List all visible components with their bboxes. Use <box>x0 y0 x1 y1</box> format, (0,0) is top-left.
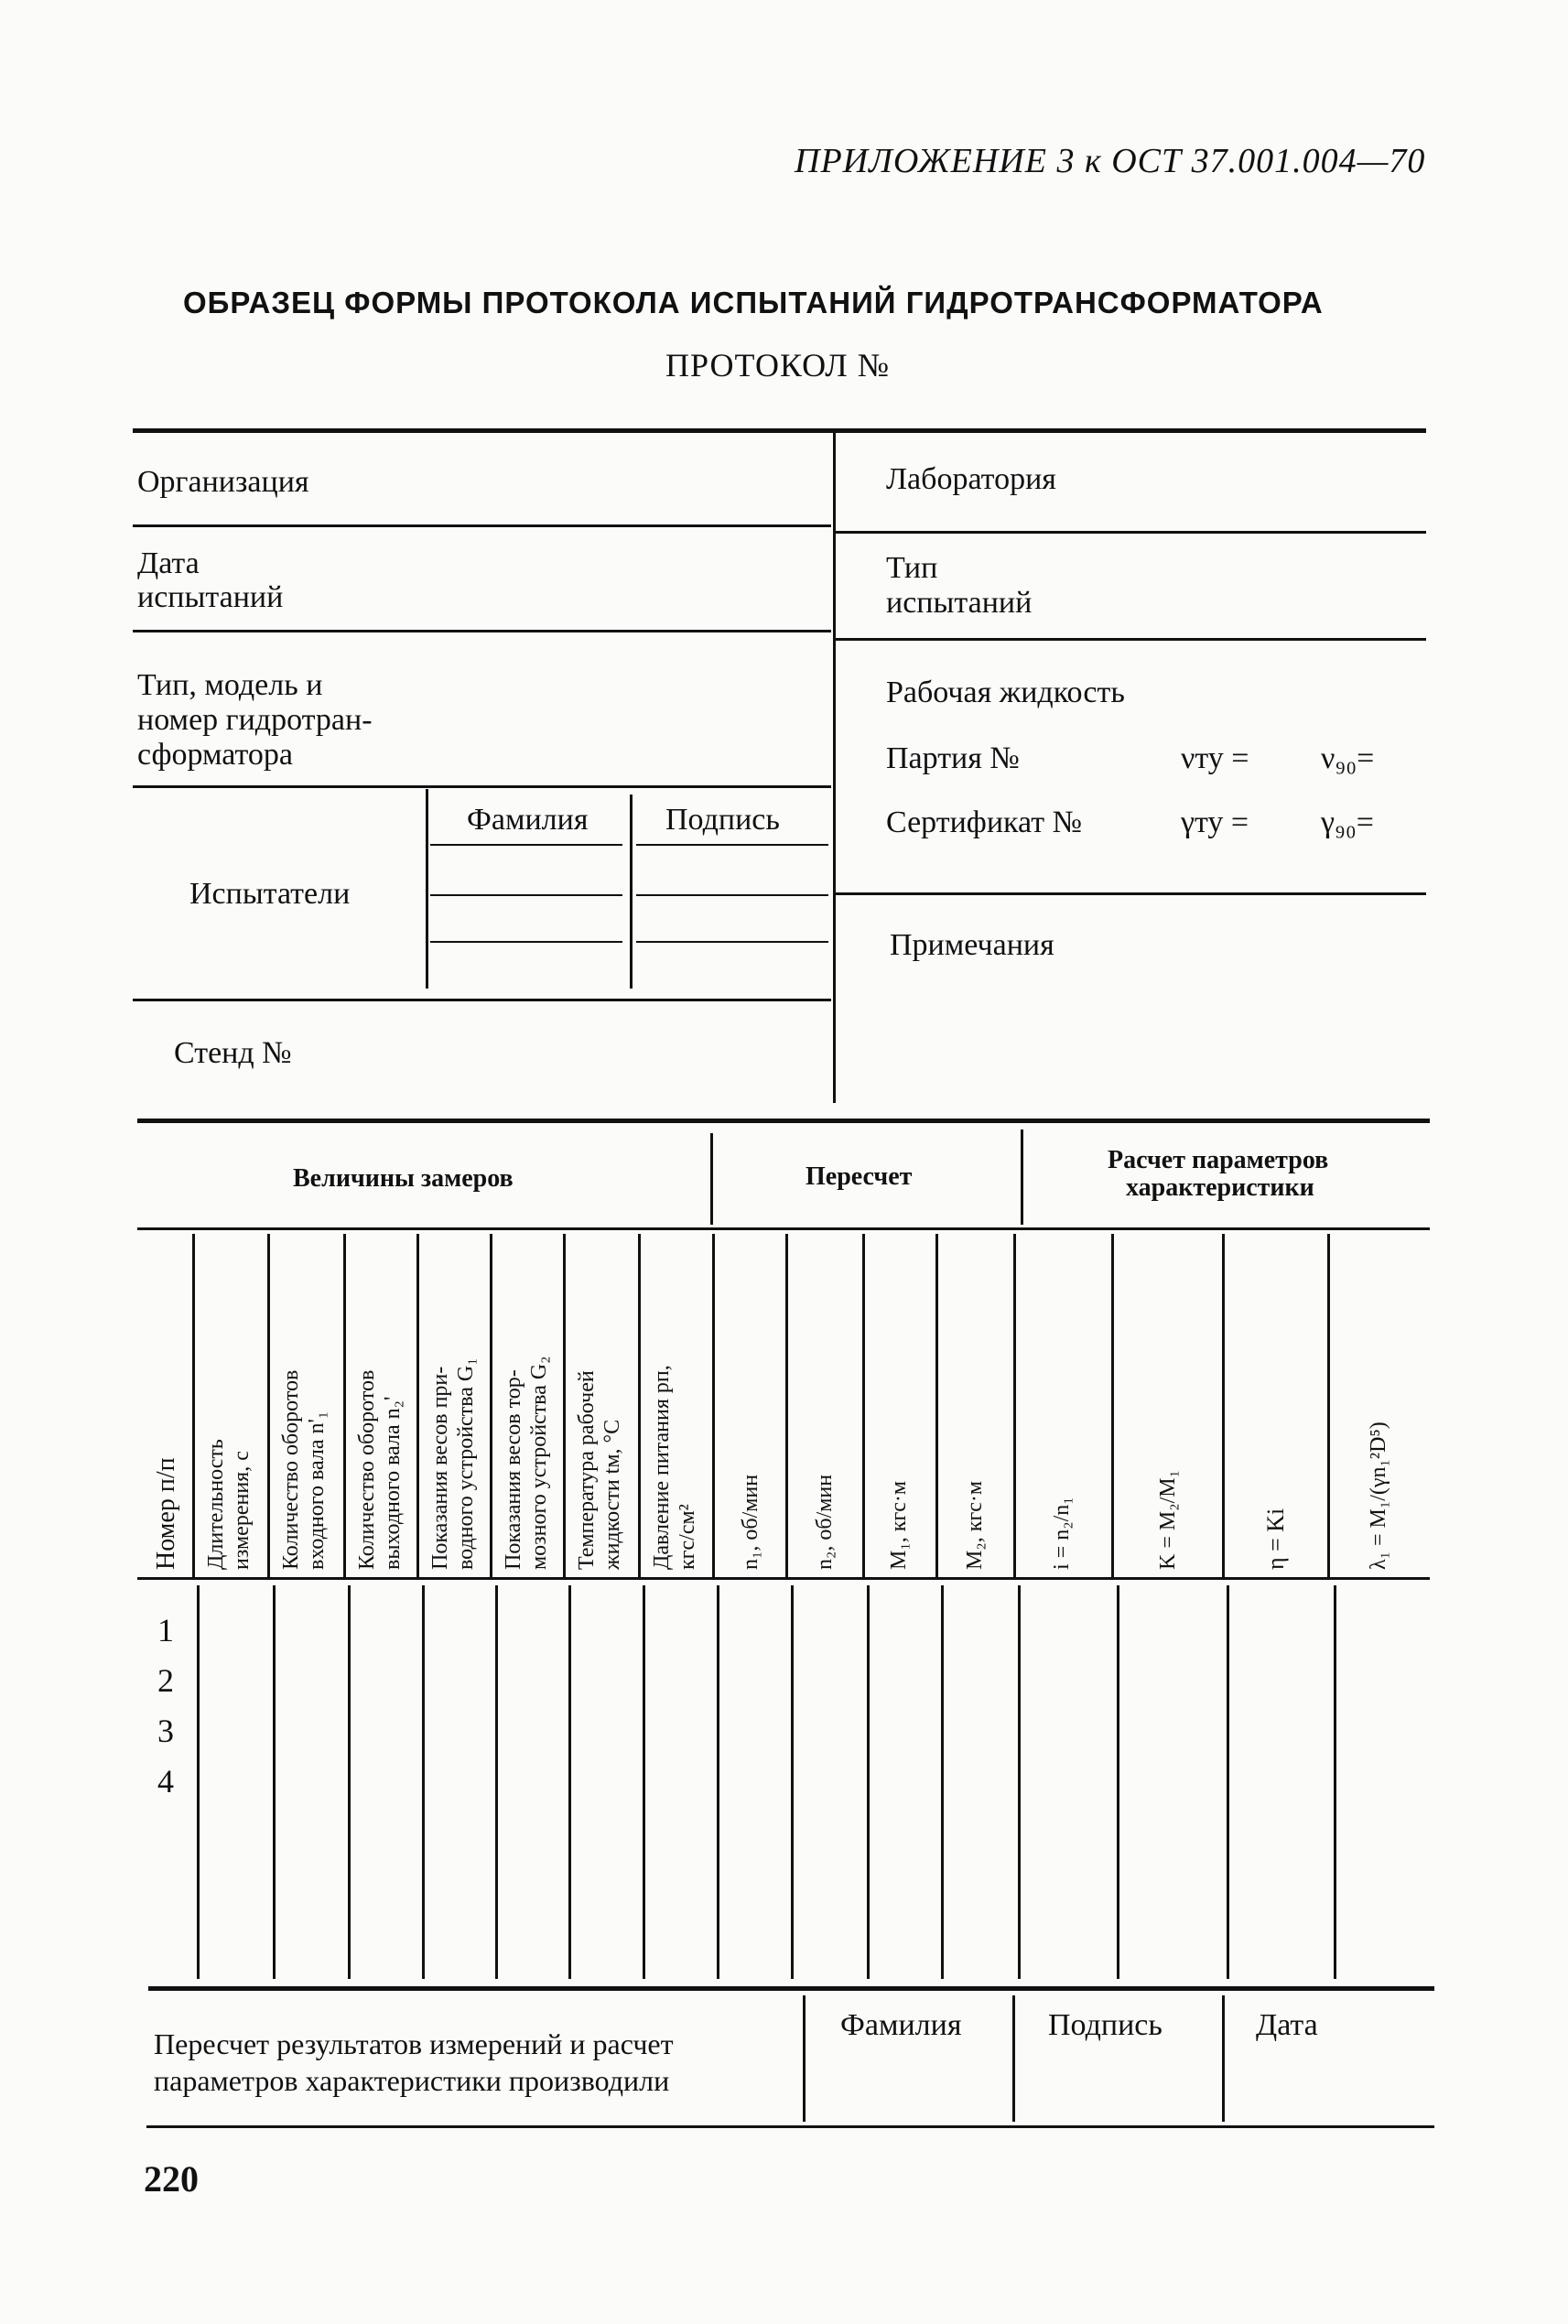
testers-surname-header: Фамилия <box>467 803 589 837</box>
col-header-ratio-k: K = M₂/M₁ <box>1156 1470 1180 1570</box>
footer-date-header: Дата <box>1256 2008 1318 2042</box>
group-params-label-1: Расчет параметров <box>1108 1146 1329 1174</box>
testers-line-1a <box>430 844 622 846</box>
footer-divider-2 <box>1012 1995 1015 2122</box>
col-header-number: Номер п/п <box>152 1457 180 1570</box>
col-divider <box>712 1234 715 1577</box>
footer-divider-1 <box>803 1995 806 2122</box>
rule-test-type <box>836 638 1426 641</box>
col-header-n1: n₁, об/мин <box>739 1474 762 1570</box>
col-divider <box>267 1234 270 1577</box>
col-divider <box>273 1585 276 1979</box>
group-header-rule <box>137 1227 1430 1230</box>
recalc-label-2: параметров характеристики производили <box>154 2064 670 2097</box>
col-header-duration-2: измерения, с <box>230 1451 254 1570</box>
nu-ty-label: νту = <box>1181 741 1249 775</box>
rule-test-date <box>133 630 831 632</box>
certificate-label: Сертификат № <box>886 805 1083 839</box>
col-divider <box>1227 1585 1229 1979</box>
rule-laboratory <box>836 531 1426 534</box>
col-header-lambda: λ₁ = M₁/(γn₁²D⁵) <box>1367 1421 1390 1570</box>
col-divider <box>563 1234 566 1577</box>
row-number: 2 <box>157 1662 174 1699</box>
working-fluid-label: Рабочая жидкость <box>886 676 1125 709</box>
converter-label-2: номер гидротран- <box>137 703 373 737</box>
testers-line-2a <box>430 894 622 896</box>
table-top-rule <box>137 1119 1430 1123</box>
stand-label: Стенд № <box>174 1036 292 1070</box>
laboratory-label: Лаборатория <box>886 462 1056 496</box>
batch-label: Партия № <box>886 741 1020 775</box>
col-divider <box>422 1585 425 1979</box>
col-divider <box>490 1234 492 1577</box>
group-measurements-label: Величины замеров <box>293 1164 514 1193</box>
col-header-drive-scale-2: водного устройства G₁ <box>454 1357 478 1570</box>
col-divider <box>1327 1234 1330 1577</box>
col-divider <box>643 1585 645 1979</box>
col-divider <box>862 1234 865 1577</box>
recalc-label-1: Пересчет результатов измерений и расчет <box>154 2027 674 2060</box>
col-divider <box>197 1585 200 1979</box>
col-header-efficiency: η = Ki <box>1262 1508 1289 1570</box>
footer-surname-header: Фамилия <box>840 2008 962 2042</box>
testers-signature-header: Подпись <box>665 803 780 837</box>
form-title: ОБРАЗЕЦ ФОРМЫ ПРОТОКОЛА ИСПЫТАНИЙ ГИДРОТРАНСФОРМАТОРА <box>183 286 1324 319</box>
rule-converter <box>133 785 831 788</box>
group-divider-1 <box>710 1133 713 1225</box>
test-date-label-2: испытаний <box>137 580 284 614</box>
col-header-m1: M₁, кгс·м <box>887 1480 911 1570</box>
testers-line-2b <box>636 894 828 896</box>
col-header-fluid-temp-1: Температура рабочей <box>575 1370 599 1570</box>
test-type-label-2: испытаний <box>886 586 1033 620</box>
col-divider <box>1111 1234 1114 1577</box>
test-type-label-1: Тип <box>886 551 938 585</box>
col-divider <box>1013 1234 1016 1577</box>
col-header-m2: M₂, кгс·м <box>963 1480 987 1570</box>
col-header-brake-scale-1: Показания весов тор- <box>502 1369 525 1570</box>
col-header-brake-scale-2: мозного устройства G₂ <box>527 1356 551 1570</box>
info-top-rule <box>133 428 1426 433</box>
rule-fluid <box>836 892 1426 895</box>
row-number: 3 <box>157 1713 174 1749</box>
col-divider <box>348 1585 351 1979</box>
page-number: 220 <box>144 2158 199 2200</box>
column-header-rule <box>137 1577 1430 1580</box>
col-divider <box>1018 1585 1021 1979</box>
col-header-ratio-i: i = n₂/n₁ <box>1050 1497 1074 1570</box>
col-header-feed-pressure-2: кгс/см² <box>676 1504 699 1570</box>
testers-col-divider-2 <box>630 794 633 989</box>
organization-label: Организация <box>137 465 309 499</box>
col-divider <box>638 1234 641 1577</box>
col-divider <box>495 1585 498 1979</box>
col-divider <box>192 1234 195 1577</box>
col-divider <box>1222 1234 1225 1577</box>
table-bottom-rule <box>148 1986 1434 1991</box>
col-divider <box>1117 1585 1119 1979</box>
group-divider-2 <box>1021 1130 1023 1225</box>
col-divider <box>867 1585 870 1979</box>
col-header-output-revs-1: Количество оборотов <box>355 1369 379 1570</box>
col-header-fluid-temp-2: жидкости tм, °С <box>600 1419 624 1570</box>
testers-line-3b <box>636 941 828 943</box>
col-divider <box>935 1234 938 1577</box>
col-divider <box>791 1585 794 1979</box>
gamma-90-label: γ₉₀= <box>1321 805 1374 839</box>
rule-testers <box>133 999 831 1001</box>
col-header-drive-scale-1: Показания весов при- <box>428 1366 452 1570</box>
col-header-n2: n₂, об/мин <box>813 1474 837 1570</box>
testers-col-divider-1 <box>426 789 428 989</box>
protocol-number-label: ПРОТОКОЛ № <box>665 347 891 384</box>
row-number: 4 <box>157 1763 174 1800</box>
testers-line-3a <box>430 941 622 943</box>
testers-line-1b <box>636 844 828 846</box>
col-divider <box>785 1234 788 1577</box>
col-header-duration-1: Длительность <box>204 1439 228 1570</box>
col-divider <box>1334 1585 1336 1979</box>
notes-label: Примечания <box>890 928 1054 962</box>
col-header-output-revs-2: выходного вала n₂' <box>381 1396 405 1570</box>
footer-signature-header: Подпись <box>1048 2008 1162 2042</box>
testers-label: Испытатели <box>189 877 351 911</box>
footer-bottom-rule <box>146 2125 1434 2128</box>
col-divider <box>941 1585 944 1979</box>
converter-label-3: сформатора <box>137 738 294 772</box>
col-header-input-revs-2: входного вала n'₁ <box>305 1411 329 1570</box>
col-divider <box>717 1585 719 1979</box>
col-divider <box>416 1234 419 1577</box>
appendix-reference: ПРИЛОЖЕНИЕ 3 к ОСТ 37.001.004—70 <box>795 142 1426 180</box>
converter-label-1: Тип, модель и <box>137 668 323 702</box>
footer-divider-3 <box>1222 1995 1225 2122</box>
row-number: 1 <box>157 1612 174 1648</box>
test-date-label-1: Дата <box>137 546 200 580</box>
group-params-label-2: характеристики <box>1126 1173 1314 1202</box>
col-divider <box>568 1585 571 1979</box>
col-divider <box>343 1234 346 1577</box>
nu-90-label: ν₉₀= <box>1321 741 1375 775</box>
col-header-feed-pressure-1: Давление питания pп, <box>650 1365 674 1570</box>
gamma-ty-label: γту = <box>1181 805 1249 839</box>
col-header-input-revs-1: Количество оборотов <box>279 1369 303 1570</box>
group-recalc-label: Пересчет <box>806 1162 913 1191</box>
rule-organization <box>133 524 831 527</box>
